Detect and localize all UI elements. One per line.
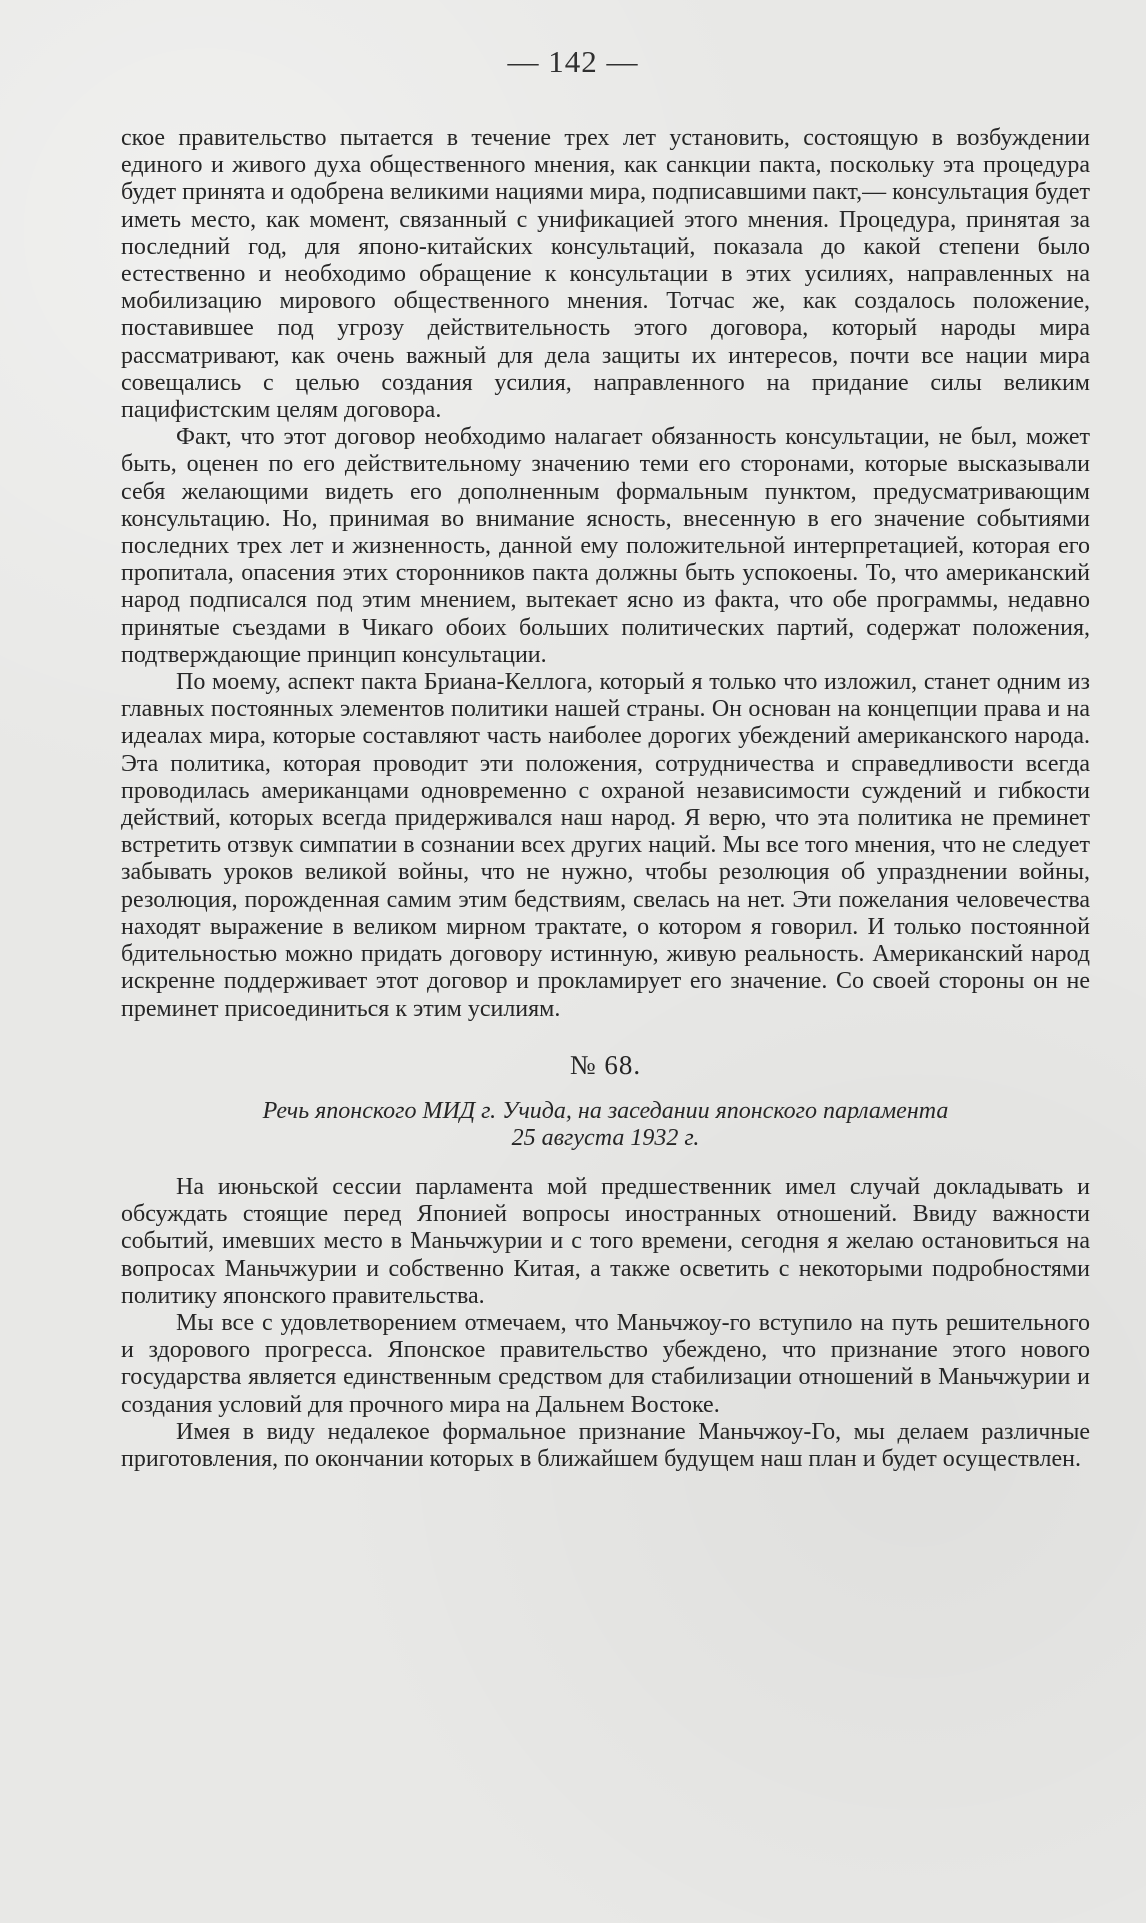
document-number: № 68.: [569, 1049, 642, 1080]
speech-heading-title: Речь японского МИД г. Учида, на заседании японского парламента: [262, 1097, 949, 1124]
paragraph-recognition-plan: Имея в виду недалекое формальное признание Маньчжоу-Го, мы делаем различные приготовления, по окончании которых в ближайшем будущем наш план и будет осуществлен.: [121, 1418, 1090, 1472]
paragraph-briand-kellogg: По моему, аспект пакта Бриана-Келлога, который я только что изложил, станет одним из главных постоянных элементов политики нашей страны. Он основан на концепции права и на идеалах мира, которые составляют часть наиболее дорогих убеждений американского народа. Эта политика, которая проводит эти положения, сотрудничества и справедливости всегда проводилась американцами одновременно с охраной независимости суждений и гибкости действий, которых всегда придерживался наш народ. Я верю, что эта политика не преминет встретить отзвук симпатии в сознании всех других наций. Мы все того мнения, что не следует забывать уроков великой войны, что не нужно, чтобы резолюция об упразднении войны, резолюция, порожденная самим этим бедствиям, свелась на нет. Эти пожелания человечества находят выражение в великом мирном трактате, о котором я говорил. И только постоянной бдительностью можно придать договору истинную, живую реальность. Американский народ искренне поддерживает этот договор и прокламирует его значение. Со своей стороны он не преминет присоединиться к этим усилиям.: [121, 669, 1090, 1022]
paragraph-continuation: ское правительство пытается в течение трех лет установить, состоящую в возбуждении единого и живого духа общественного мнения, как санкции пакта, поскольку эта процедура будет принята и одобрена великими нациями мира, подписавшими пакт,— консультация будет иметь место, как момент, связанный с унификацией этого мнения. Процедура, принятая за последний год, для японо-китайских консультаций, показала до какой степени было естественно и необходимо обращение к консультации в этих усилиях, направленных на мобилизацию мирового общественного мнения. Тотчас же, как создалось положение, поставившее под угрозу действительность этого договора, который народы мира рассматривают, как очень важный для дела защиты их интересов, почти все нации мира совещались с целью создания усилия, направленного на придание силы великим пацифистским целям договора.: [121, 125, 1090, 424]
paragraph-consultation: Факт, что этот договор необходимо налагает обязанность консультации, не был, может быть, оценен по его действительному значению теми его сторонами, которые высказывали себя желающими видеть его дополненным формальным пунктом, предусматривающим консультацию. Но, принимая во внимание ясность, внесенную в его значение событиями последних трех лет и жизненность, данной ему положительной интерпретацией, которая его пропитала, опасения этих сторонников пакта должны быть успокоены. То, что американский народ подписался под этим мнением, вытекает ясно из факта, что обе программы, недавно принятые съездами в Чикаго обоих больших политических партий, содержат положения, подтверждающие принцип консультации.: [121, 424, 1090, 668]
paragraph-june-session: На июньской сессии парламента мой предшественник имел случай докладывать и обсуждать стоящие перед Японией вопросы иностранных отношений. Ввиду важности событий, имевших место в Маньчжурии и с того времени, сегодня я желаю остановиться на вопросах Маньчжурии и собственно Китая, а также осветить с некоторыми подробностями политику японского правительства.: [121, 1173, 1090, 1309]
paragraph-manchukuo-progress: Мы все с удовлетворением отмечаем, что Маньчжоу-го вступило на путь решительного и здорового прогресса. Японское правительство убеждено, что признание этого нового государства является единственным средством для стабилизации отношений в Маньчжурии и создания условий для прочного мира на Дальнем Востоке.: [121, 1309, 1090, 1418]
page-number: — 142 —: [507, 44, 639, 79]
speech-heading: [121, 1098, 1090, 1152]
page-content: [121, 125, 1090, 1473]
speech-heading-date: 25 августа 1932 г.: [511, 1124, 700, 1151]
